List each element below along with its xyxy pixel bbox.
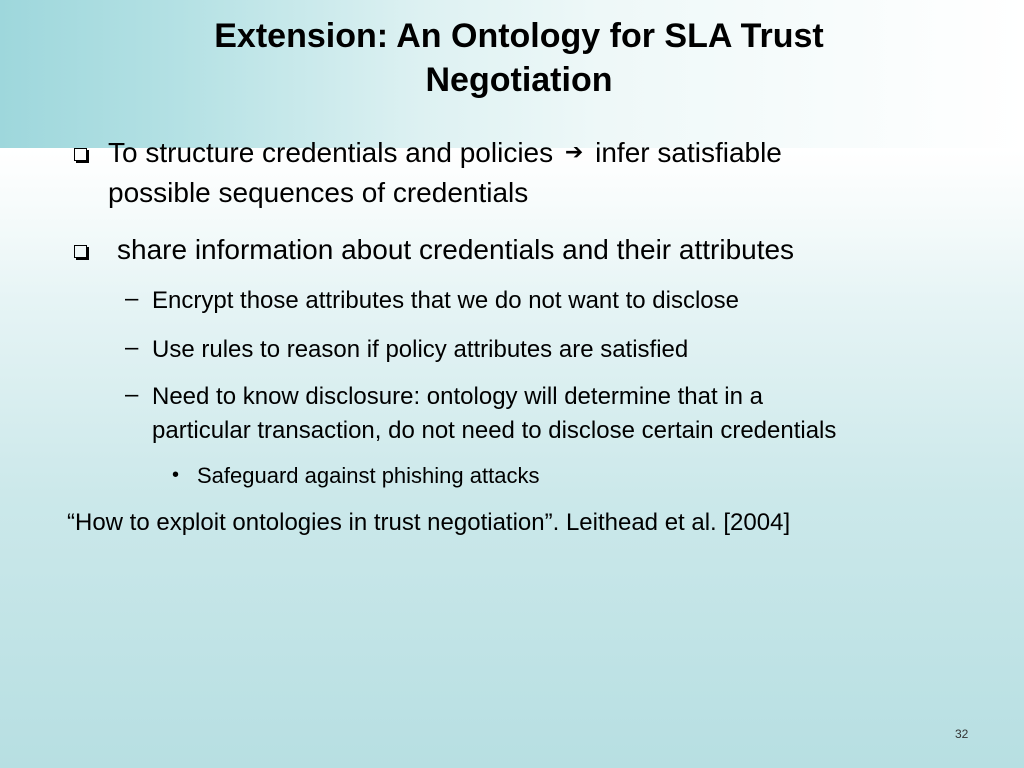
sub-item: Encrypt those attributes that we do not want to disclose xyxy=(152,287,739,314)
bullet-2-text: share information about credentials and their attributes xyxy=(117,234,795,265)
dash-bullet: – xyxy=(125,334,139,361)
bullet-1-line-1 xyxy=(108,133,782,175)
slide-title-line-1: Extension: An Ontology for SLA Trust xyxy=(214,17,824,55)
dash-bullet: – xyxy=(125,285,139,312)
checkbox-bullet-icon xyxy=(74,245,87,258)
bullet-1-line-2: possible sequences of credentials xyxy=(108,177,529,208)
checkbox-bullet-icon xyxy=(74,148,87,161)
citation: “How to exploit ontologies in trust negotiation”. Leithead et al. [2004] xyxy=(67,509,791,536)
bullet-1-text-a: To structure credentials and policies xyxy=(108,137,554,168)
slide-title-line-2: Negotiation xyxy=(425,61,613,99)
sub-item: Need to know disclosure: ontology will determine that in a xyxy=(152,383,763,410)
sub-sub-item: Safeguard against phishing attacks xyxy=(197,463,540,488)
dot-bullet: • xyxy=(172,464,180,486)
sub-item: Use rules to reason if policy attributes are satisfied xyxy=(152,336,689,363)
right-arrow-icon: ➔ xyxy=(564,140,584,165)
dash-bullet: – xyxy=(125,381,139,408)
sub-item-continuation: particular transaction, do not need to disclose certain credentials xyxy=(152,417,837,444)
page-number: 32 xyxy=(955,727,969,741)
bullet-1-text-b: infer satisfiable xyxy=(595,137,782,168)
